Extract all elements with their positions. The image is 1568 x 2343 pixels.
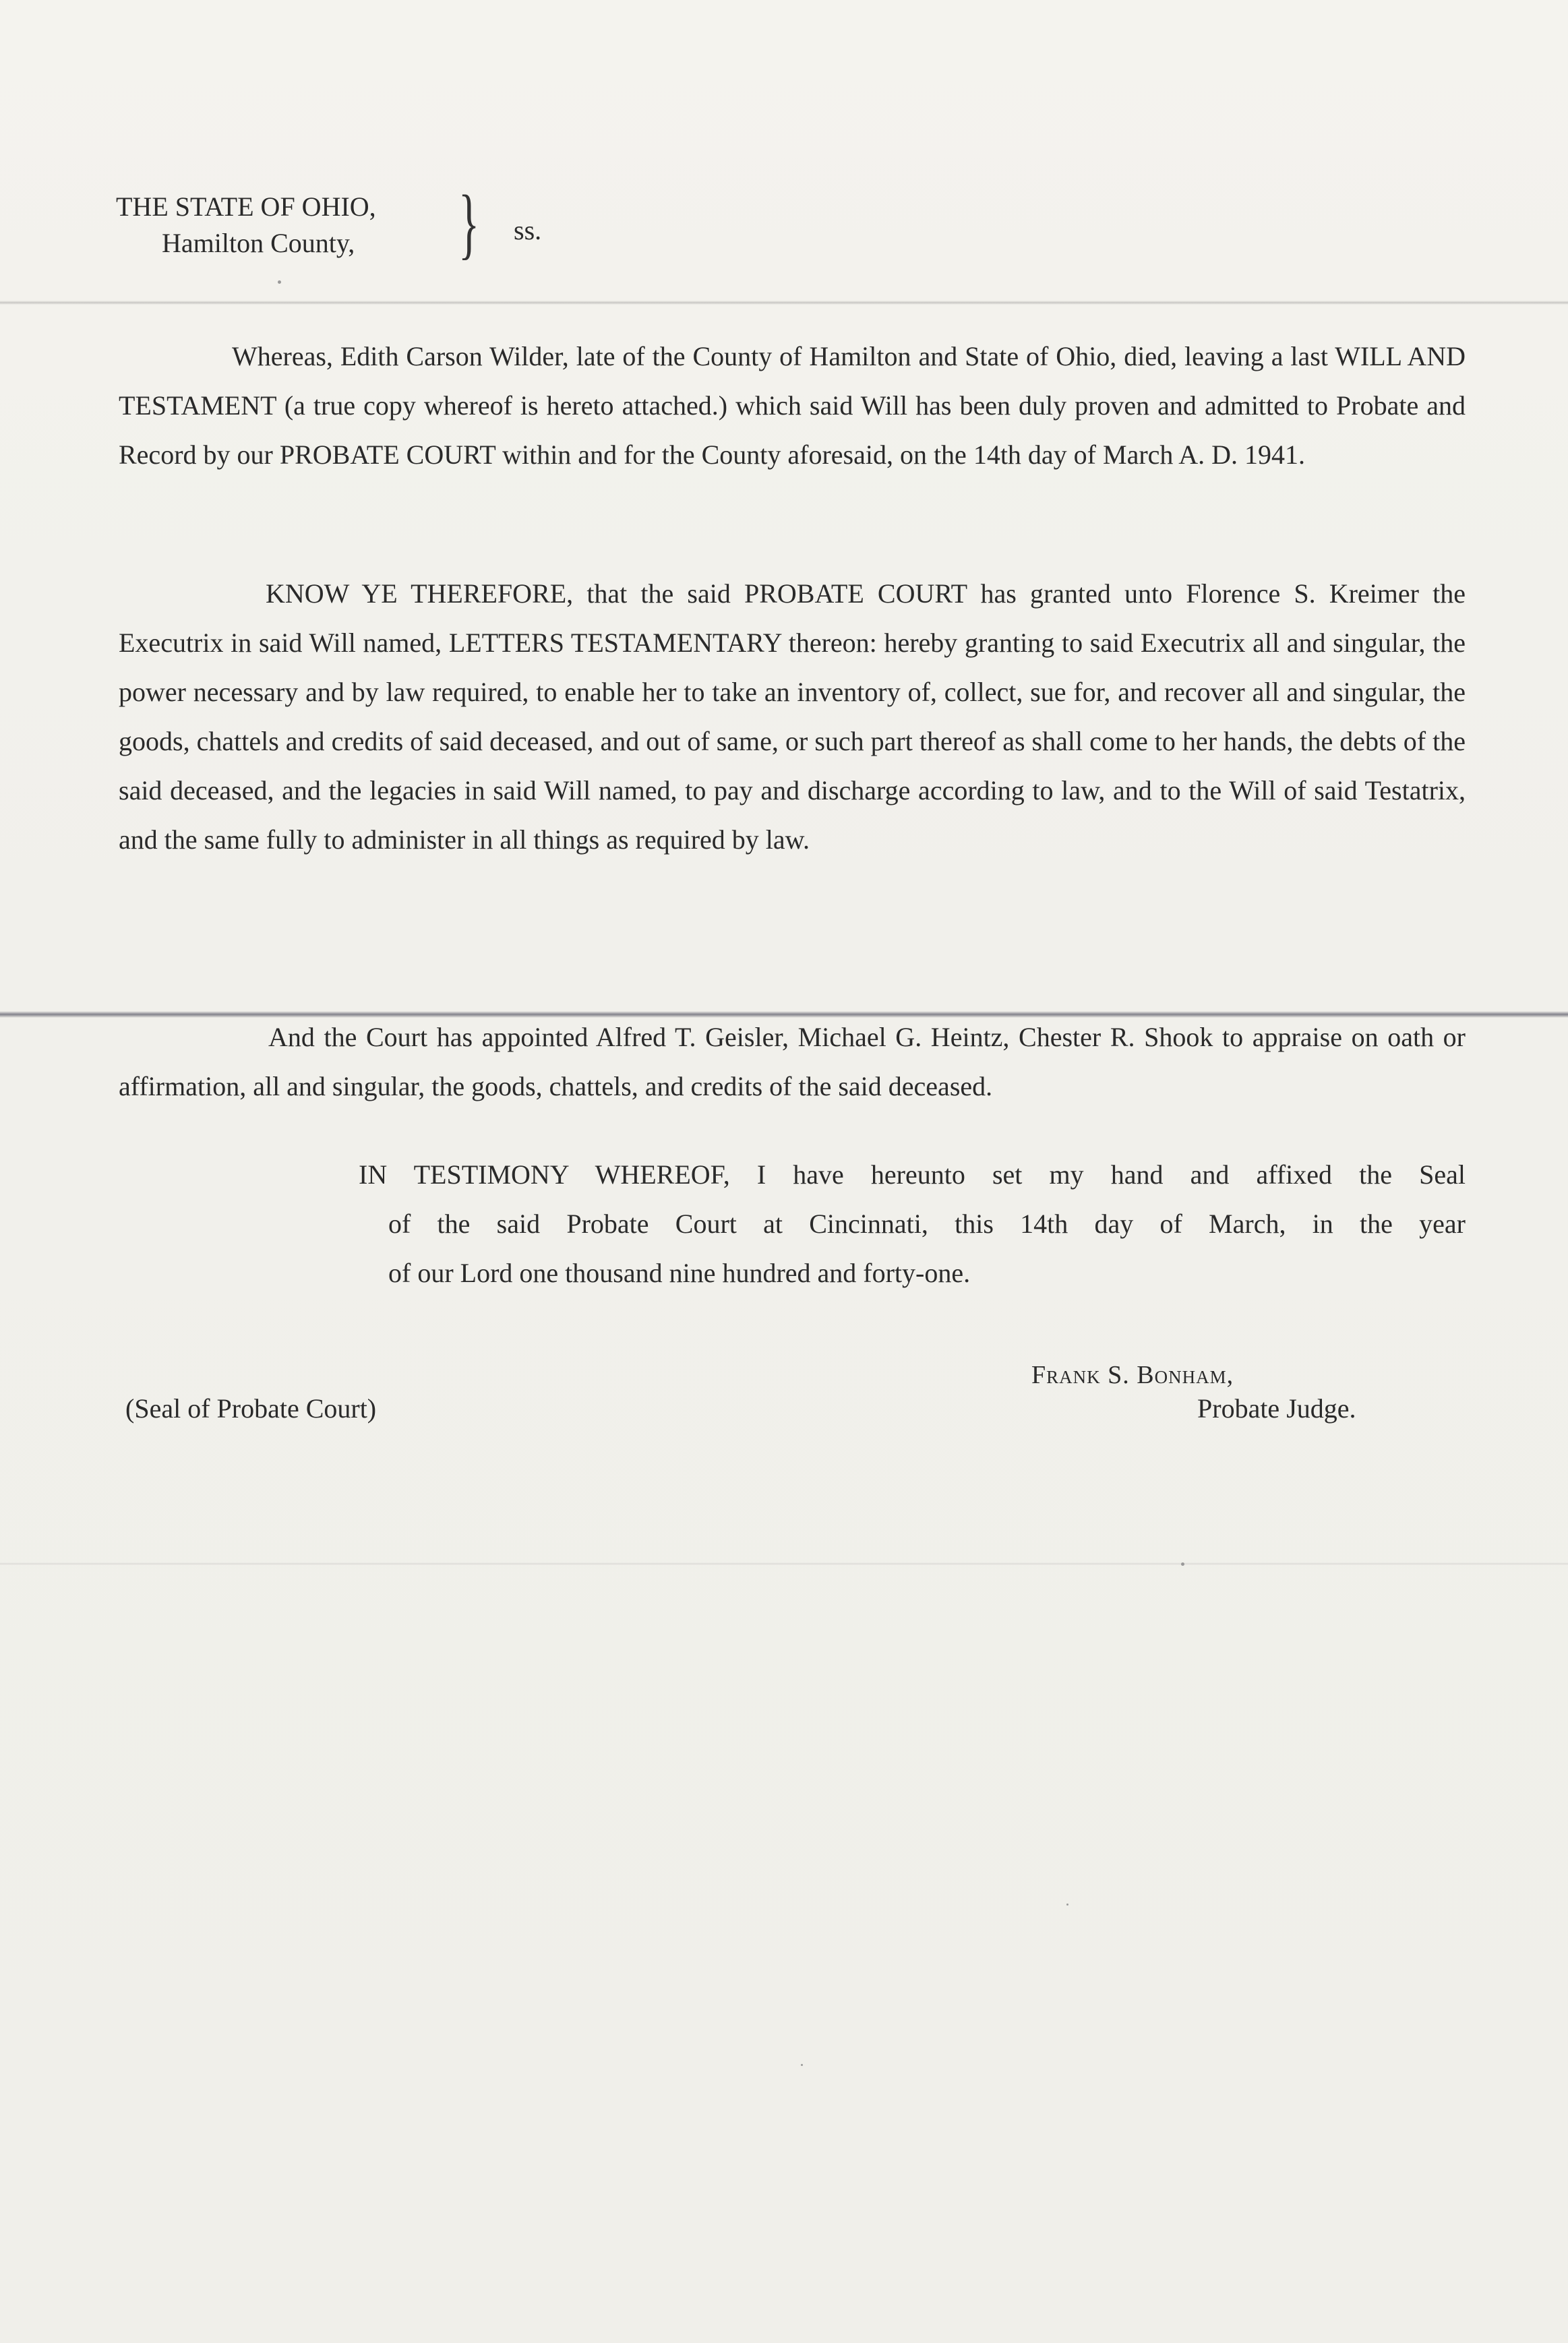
venue-county: Hamilton County,	[162, 228, 355, 258]
paper-fold-line	[0, 1562, 1568, 1565]
appraisers-paragraph: And the Court has appointed Alfred T. Geisler, Michael G. Heintz, Chester R. Shook to appraise on oath or affirmation, all and singular, the goods, chattels, and credits of the said deceased.	[119, 1022, 1466, 1101]
paper-speck	[278, 280, 281, 284]
seal-label: (Seal of Probate Court)	[125, 1393, 377, 1424]
testimony-clause	[359, 1150, 1466, 1298]
paper-speck	[801, 2064, 803, 2066]
venue-ss: ss.	[514, 215, 542, 245]
judge-name: Frank S. Bonham,	[1031, 1361, 1234, 1389]
paper-speck	[1181, 1562, 1184, 1566]
venue-state: THE STATE OF OHIO,	[116, 191, 376, 222]
judge-title: Probate Judge.	[1197, 1393, 1356, 1424]
know-ye-paragraph: KNOW YE THEREFORE, that the said PROBATE COURT has granted unto Florence S. Kreimer the Executrix in said Will named, LETTERS TESTAMENTARY thereon: hereby granting to said Executrix all and singular, the power necessary and by law required, to enable her to take an inventory of, collect, sue for, and recover all and singular, the goods, chattels and credits of said deceased, and out of same, or such part thereof as shall come to her hands, the debts of the said deceased, and the legacies in said Will named, to pay and discharge according to law, and to the Will of said Testatrix, and the same fully to administer in all things as required by law.	[119, 578, 1466, 855]
testimony-line: IN TESTIMONY WHEREOF, I have hereunto set my hand and affixed the Seal	[359, 1159, 1466, 1190]
paper-speck	[1066, 1904, 1068, 1906]
venue-brace: }	[458, 179, 480, 267]
venue-caption	[116, 189, 376, 262]
paper-fold-line	[0, 301, 1568, 305]
whereas-paragraph: Whereas, Edith Carson Wilder, late of the County of Hamilton and State of Ohio, died, leaving a last WILL AND TESTAMENT (a true copy whereof is hereto attached.) which said Will has been duly proven and admitted to Probate and Record by our PROBATE COURT within and for the County aforesaid, on the 14th day of March A. D. 1941.	[119, 341, 1466, 470]
testimony-line: of our Lord one thousand nine hundred and forty-one.	[388, 1258, 971, 1288]
testimony-line: of the said Probate Court at Cincinnati, this 14th day of March, in the year	[388, 1209, 1466, 1239]
